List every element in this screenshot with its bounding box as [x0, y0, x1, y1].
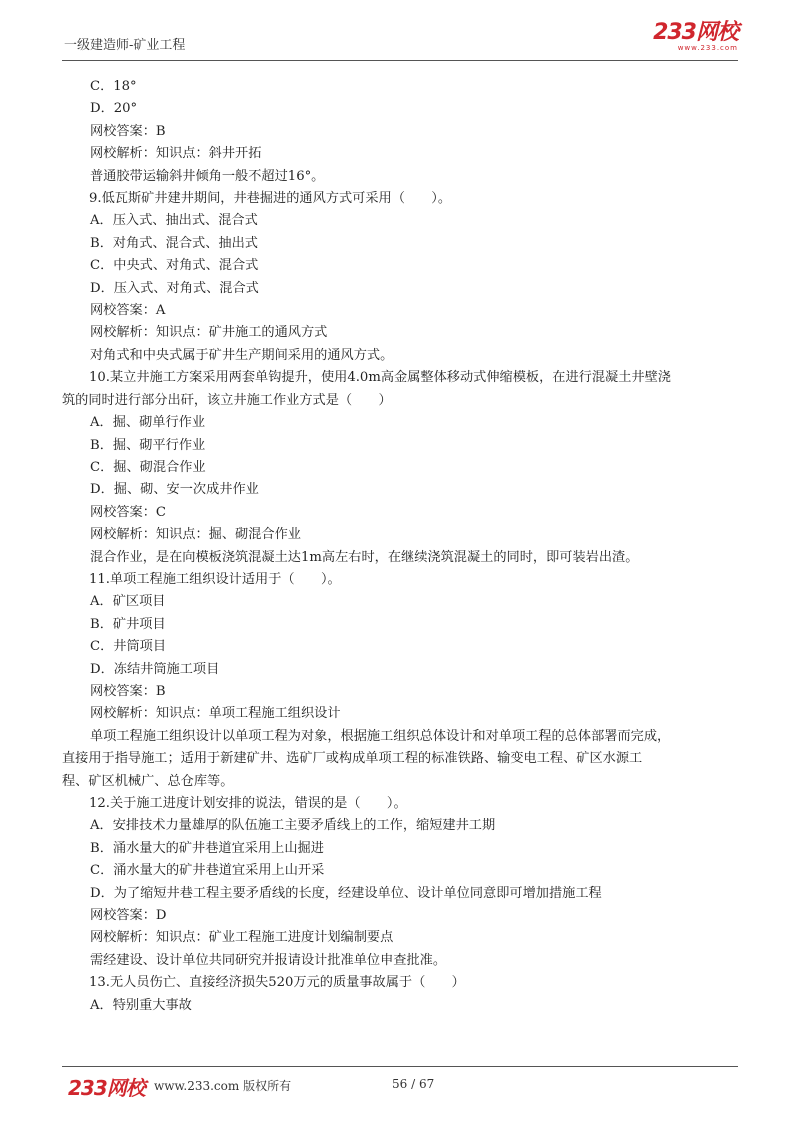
text-line: 普通胶带运输斜井倾角一般不超过16°。 — [90, 168, 325, 184]
page-footer — [62, 1070, 738, 1100]
text-line: C．掘、砌混合作业 — [90, 459, 206, 475]
footer-logo: 233网校 — [68, 1076, 145, 1100]
text-line: 需经建设、设计单位共同研究并报请设计批准单位申查批准。 — [90, 952, 447, 968]
text-line: D．压入式、对角式、混合式 — [90, 280, 259, 296]
text-line: 网校答案：A — [90, 303, 166, 319]
text-line: 网校解析：知识点：矿业工程施工进度计划编制要点 — [90, 930, 394, 946]
text-line: A．矿区项目 — [90, 594, 166, 610]
text-line: D．掘、砌、安一次成井作业 — [90, 482, 259, 498]
text-line: B．掘、砌平行作业 — [90, 437, 206, 453]
text-line: 对角式和中央式属于矿井生产期间采用的通风方式。 — [90, 347, 394, 363]
text-line: D．冻结井筒施工项目 — [90, 661, 220, 677]
text-line: 网校解析：知识点：斜井开拓 — [90, 146, 262, 162]
text-line: 网校解析：知识点：掘、砌混合作业 — [90, 527, 301, 543]
footer-copyright: www.233.com 版权所有 — [154, 1079, 292, 1093]
header-divider — [62, 60, 738, 61]
text-line: A．特别重大事故 — [90, 997, 192, 1013]
footer-divider — [62, 1066, 738, 1067]
text-line: 网校答案：B — [90, 123, 166, 139]
text-line: A．压入式、抽出式、混合式 — [90, 213, 258, 229]
question-text: 10.某立井施工方案采用两套单钩提升，使用4.0m高金属整体移动式伸缩模板，在进行混凝土井壁浇 — [89, 370, 671, 386]
text-line: B．矿井项目 — [90, 616, 166, 632]
text-line: 网校解析：知识点：单项工程施工组织设计 — [90, 706, 341, 722]
text-line: 直接用于指导施工；适用于新建矿井、选矿厂或构成单项工程的标准铁路、输变电工程、矿区水源工 — [62, 751, 643, 767]
text-line: B．对角式、混合式、抽出式 — [90, 235, 258, 251]
document-body — [62, 76, 740, 1017]
question-text: 9.低瓦斯矿井建井期间，井巷掘进的通风方式可采用（ ）。 — [89, 191, 452, 207]
text-line: 网校答案：D — [90, 908, 167, 924]
text-line: 程、矿区机械广、总仓库等。 — [62, 773, 234, 789]
text-line: 网校答案：B — [90, 683, 166, 699]
text-line: A．掘、砌单行作业 — [90, 415, 206, 431]
text-line: 筑的同时进行部分出矸，该立井施工作业方式是（ ） — [62, 392, 392, 408]
text-line: C．井筒项目 — [90, 639, 167, 655]
text-line: 混合作业，是在向模板浇筑混凝土达1m高左右时，在继续浇筑混凝土的同时，即可装岩出渣。 — [90, 549, 639, 565]
header-title: 一级建造师-矿业工程 — [64, 38, 186, 53]
brand-logo — [653, 22, 738, 52]
text-line: 网校解析：知识点：矿井施工的通风方式 — [90, 325, 328, 341]
text-line: 单项工程施工组织设计以单项工程为对象，根据施工组织总体设计和对单项工程的总体部署而完成， — [90, 728, 671, 744]
text-line: 网校答案：C — [90, 504, 167, 520]
question-text: 13.无人员伤亡、直接经济损失520万元的质量事故属于（ ） — [89, 975, 465, 991]
page-header — [62, 22, 738, 58]
logo-text: 233网校 — [653, 20, 738, 45]
text-line: C．中央式、对角式、混合式 — [90, 258, 259, 274]
text-line: B．涌水量大的矿井巷道宜采用上山掘进 — [90, 840, 324, 856]
logo-url: www.233.com — [677, 44, 738, 52]
text-line: C．18° — [90, 79, 137, 94]
text-line: D．20° — [90, 101, 138, 117]
text-line: A．安排技术力量雄厚的队伍施工主要矛盾线上的工作，缩短建井工期 — [90, 818, 496, 834]
text-line: D．为了缩短井巷工程主要矛盾线的长度，经建设单位、设计单位同意即可增加措施工程 — [90, 885, 602, 901]
text-line: C．涌水量大的矿井巷道宜采用上山开采 — [90, 863, 325, 879]
question-text: 12.关于施工进度计划安排的说法，错误的是（ ）。 — [89, 796, 407, 811]
question-text: 11.单项工程施工组织设计适用于（ ）。 — [89, 571, 341, 587]
page-number: 56 / 67 — [392, 1077, 435, 1091]
